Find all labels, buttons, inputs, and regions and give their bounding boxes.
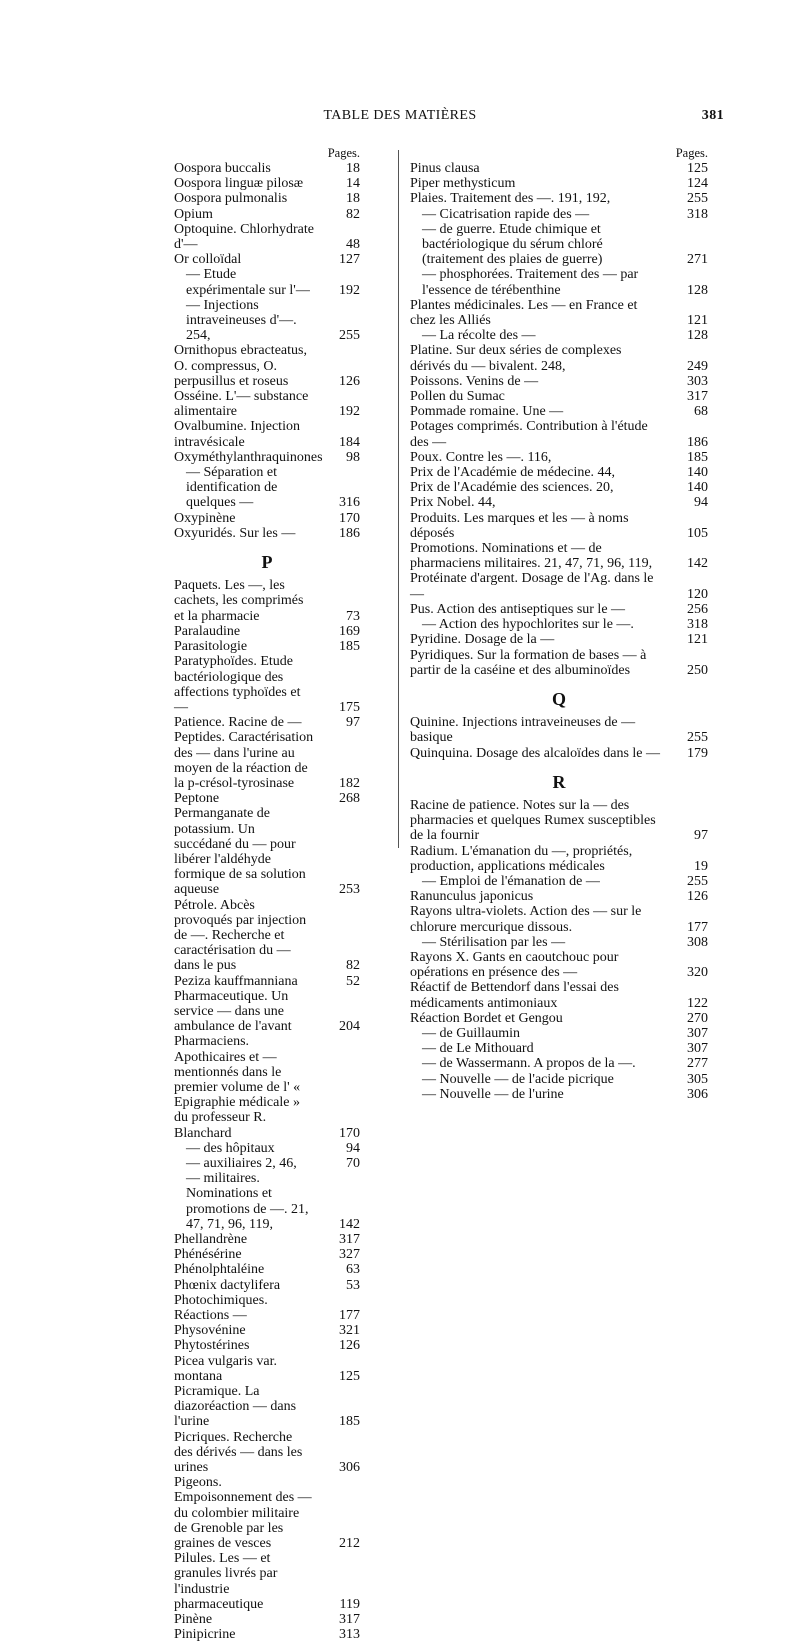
index-entry (410, 343, 708, 373)
index-entry (410, 1056, 708, 1071)
entry-page: 122 (687, 995, 708, 1011)
entry-page: 253 (339, 882, 360, 898)
pages-column-heading: Pages. (675, 146, 708, 160)
entry-term: Opium (174, 206, 213, 222)
entry-term: Physovénine (174, 1323, 246, 1339)
entry-term: — Emploi de l'émanation de — (422, 873, 600, 889)
index-entry (410, 419, 708, 449)
index-entry (174, 1171, 360, 1232)
entry-term: Pommade romaine. Une — (410, 404, 564, 420)
section-letter-p: P (261, 552, 273, 573)
entry-page: 316 (339, 495, 360, 511)
entry-term: Piper methysticum (410, 176, 516, 192)
index-entry (410, 602, 708, 617)
entry-page: 250 (687, 662, 708, 678)
entry-page: 97 (694, 828, 708, 844)
entry-page: 320 (687, 965, 708, 981)
entry-page: 306 (339, 1460, 360, 1476)
entry-page: 255 (339, 328, 360, 344)
index-entry (174, 450, 360, 465)
index-entry (174, 526, 360, 541)
entry-term: Protéinate d'argent. Dosage de l'Ag. dans le — (410, 571, 654, 602)
pages-column-heading: Pages. (327, 146, 360, 160)
entry-page: 321 (339, 1323, 360, 1339)
entry-term: Réactif de Bettendorf dans l'essai des médicaments antimoniaux (410, 980, 619, 1011)
entry-page: 128 (687, 328, 708, 344)
entry-page: 317 (339, 1232, 360, 1248)
index-entry (410, 161, 708, 176)
entry-page: 140 (687, 465, 708, 481)
entry-page: 192 (339, 282, 360, 298)
entry-page: 82 (346, 958, 360, 974)
entry-page: 175 (339, 699, 360, 715)
entry-term: Phellandrène (174, 1232, 248, 1248)
index-entry (410, 267, 708, 297)
index-entry (174, 639, 360, 654)
entry-term: — militaires. Nominations et promotions de —. 21, 47, 71, 96, 119, (186, 1171, 309, 1232)
index-entry (410, 571, 708, 601)
entry-page: 186 (687, 434, 708, 450)
entry-term: — Injections intraveineuses d'—. 254, (186, 297, 297, 344)
entry-page: 14 (346, 176, 360, 192)
entry-term: Poux. Contre les —. 116, (410, 449, 552, 465)
entry-term: Optoquine. Chlorhydrate d'— (174, 221, 314, 253)
entry-term: Pétrole. Abcès provoqués par injection de —. Recherche et caractérisation du — dans le pus (174, 897, 307, 974)
entry-term: Racine de patience. Notes sur la — des pharmacies et quelques Rumex susceptibles de la fournir (410, 797, 656, 844)
entry-page: 182 (339, 775, 360, 791)
index-list-q (410, 715, 708, 761)
entry-term: Ranunculus japonicus (410, 889, 534, 905)
index-entry (410, 480, 708, 495)
index-list-p (174, 578, 360, 1642)
index-entry (410, 935, 708, 950)
entry-page: 185 (339, 1414, 360, 1430)
entry-page: 68 (694, 404, 708, 420)
entry-term: Radium. L'émanation du —, propriétés, production, applications médicales (410, 843, 633, 874)
entry-term: Phénésérine (174, 1247, 242, 1263)
entry-term: Réaction Bordet et Gengou (410, 1010, 563, 1026)
entry-term: — La récolte des — (422, 328, 536, 344)
index-entry (174, 465, 360, 511)
index-entry (174, 1430, 360, 1476)
index-entry (410, 874, 708, 889)
entry-page: 121 (687, 632, 708, 648)
index-entry (174, 161, 360, 176)
entry-term: Pyridiques. Sur la formation de bases — à partir de la caséine et des albuminoïdes (410, 647, 647, 678)
index-entry (174, 989, 360, 1035)
index-entry (410, 389, 708, 404)
column-divider (398, 150, 399, 848)
index-entry (410, 374, 708, 389)
index-entry (410, 176, 708, 191)
entry-page: 307 (687, 1025, 708, 1041)
entry-page: 124 (687, 176, 708, 192)
entry-page: 270 (687, 1010, 708, 1026)
entry-page: 306 (687, 1086, 708, 1102)
index-entry (410, 904, 708, 934)
index-entry (174, 1247, 360, 1262)
entry-page: 70 (346, 1156, 360, 1171)
index-entry (174, 207, 360, 222)
index-entry (174, 176, 360, 191)
index-entry (174, 806, 360, 897)
index-entry (174, 654, 360, 715)
entry-term: — de Guillaumin (422, 1025, 520, 1041)
entry-term: — auxiliaires 2, 46, (186, 1156, 297, 1171)
entry-page: 317 (339, 1612, 360, 1628)
index-entry (174, 222, 360, 252)
entry-term: Oospora buccalis (174, 161, 271, 176)
entry-term: Osséine. L'— substance alimentaire (174, 389, 309, 420)
entry-term: Pharmaciens. Apothicaires et — mentionnés dans le premier volume de l' « Epigraphie médicale » du professeur R. Blanchard (174, 1034, 301, 1141)
entry-term: — Cicatrisation rapide des — (422, 206, 590, 222)
entry-page: 140 (687, 480, 708, 496)
index-entry (410, 648, 708, 678)
index-entry (174, 1384, 360, 1430)
index-entry (174, 1338, 360, 1353)
entry-page: 305 (687, 1071, 708, 1087)
entry-term: Pus. Action des antiseptiques sur le — (410, 601, 626, 617)
index-entry (410, 798, 708, 844)
entry-term: Phœnix dactylifera (174, 1277, 281, 1293)
entry-page: 185 (687, 449, 708, 465)
entry-page: 94 (694, 495, 708, 511)
entry-term: Picriques. Recherche des dérivés — dans les urines (174, 1429, 303, 1476)
entry-term: Plaies. Traitement des —. 191, 192, (410, 191, 611, 207)
entry-page: 268 (339, 791, 360, 807)
entry-page: 255 (687, 730, 708, 746)
index-entry (410, 541, 708, 571)
entry-term: — de Le Mithouard (422, 1041, 534, 1057)
index-entry (174, 1354, 360, 1384)
entry-term: — Séparation et identification de quelques — (186, 465, 278, 511)
entry-page: 142 (339, 1216, 360, 1232)
entry-page: 255 (687, 191, 708, 207)
index-entry (410, 1011, 708, 1026)
entry-term: Peziza kauffmanniana (174, 973, 298, 989)
entry-page: 120 (687, 586, 708, 602)
entry-term: — de guerre. Etude chimique et bactériologique du sérum chloré (traitement des plaies de guerre) (422, 221, 603, 268)
index-entry (174, 1323, 360, 1338)
entry-page: 94 (346, 1140, 360, 1156)
entry-term: Paquets. Les —, les cachets, les comprimés et la pharmacie (174, 578, 304, 624)
entry-page: 318 (687, 206, 708, 222)
entry-term: Pigeons. Empoisonnement des — du colombier militaire de Grenoble par les graines de vesces (174, 1475, 312, 1552)
entry-term: Picramique. La diazoréaction — dans l'urine (174, 1384, 297, 1430)
section-letter-r: R (552, 771, 566, 792)
entry-term: Prix de l'Académie des sciences. 20, (410, 480, 614, 496)
entry-page: 318 (687, 617, 708, 633)
index-list-r (410, 798, 708, 1102)
index-entry (174, 343, 360, 389)
index-entry (174, 191, 360, 206)
entry-page: 19 (694, 858, 708, 874)
entry-term: — Action des hypochlorites sur le —. (422, 617, 634, 633)
entry-term: Pharmaceutique. Un service — dans une ambulance de l'avant (174, 988, 292, 1035)
index-entry (410, 950, 708, 980)
entry-term: Parasitologie (174, 639, 248, 655)
entry-term: Peptides. Caractérisation des — dans l'urine au moyen de la réaction de la p-crésol-tyrosinase (174, 730, 314, 791)
entry-term: — de Wassermann. A propos de la —. (422, 1056, 636, 1072)
index-entry (174, 624, 360, 639)
index-entry (410, 465, 708, 480)
index-column-right (410, 146, 708, 1102)
entry-term: Potages comprimés. Contribution à l'étude des — (410, 419, 648, 450)
entry-term: Pinus clausa (410, 161, 480, 176)
index-entry (410, 328, 708, 343)
entry-page: 121 (687, 313, 708, 329)
entry-page: 63 (346, 1262, 360, 1278)
index-entry (174, 1232, 360, 1247)
entry-term: Photochimiques. Réactions — (174, 1292, 268, 1324)
entry-page: 303 (687, 373, 708, 389)
index-entry (174, 1278, 360, 1293)
entry-page: 169 (339, 623, 360, 639)
entry-term: Patience. Racine de — (174, 715, 302, 731)
index-entry (410, 222, 708, 268)
index-entry (410, 450, 708, 465)
index-entry (410, 844, 708, 874)
entry-term: Plantes médicinales. Les — en France et chez les Alliés (410, 297, 638, 329)
entry-page: 186 (339, 525, 360, 541)
entry-page: 82 (346, 206, 360, 222)
entry-term: — phosphorées. Traitement des — par l'essence de térébenthine (422, 267, 639, 298)
entry-page: 184 (339, 434, 360, 450)
index-entry (174, 1612, 360, 1627)
entry-term: Quinquina. Dosage des alcaloïdes dans le — (410, 745, 660, 761)
entry-term: Poissons. Venins de — (410, 373, 539, 389)
index-entry (410, 191, 708, 206)
entry-page: 308 (687, 934, 708, 950)
section-letter-q: Q (551, 688, 566, 709)
index-entry (174, 1034, 360, 1140)
entry-term: — Nouvelle — de l'acide picrique (422, 1071, 614, 1087)
entry-term: Paralaudine (174, 623, 241, 639)
index-column-left (174, 146, 360, 1643)
index-entry (174, 1475, 360, 1551)
index-entry (174, 1141, 360, 1156)
entry-page: 327 (339, 1247, 360, 1263)
index-entry (174, 715, 360, 730)
index-list (174, 161, 360, 541)
entry-term: Oospora linguæ pilosæ (174, 176, 304, 192)
index-entry (174, 1551, 360, 1612)
index-entry (410, 980, 708, 1010)
entry-page: 53 (346, 1277, 360, 1293)
entry-term: Pinène (174, 1612, 213, 1628)
running-header (0, 108, 800, 128)
entry-page: 52 (346, 973, 360, 989)
entry-term: Oxypinène (174, 510, 236, 526)
index-entry (174, 267, 360, 297)
index-entry (410, 207, 708, 222)
entry-term: Prix Nobel. 44, (410, 495, 496, 511)
entry-page: 142 (687, 556, 708, 572)
index-entry (174, 511, 360, 526)
index-entry (410, 1041, 708, 1056)
entry-page: 255 (687, 873, 708, 889)
entry-term: Ornithopus ebracteatus, O. compressus, O. perpusillus et roseus (174, 343, 307, 389)
entry-term: Platine. Sur deux séries de complexes dérivés du — bivalent. 248, (410, 343, 622, 374)
entry-page: 249 (687, 358, 708, 374)
entry-page: 105 (687, 525, 708, 541)
running-title: TABLE DES MATIÈRES (323, 108, 477, 123)
index-entry (410, 298, 708, 328)
entry-page: 73 (346, 608, 360, 624)
entry-page: 98 (346, 449, 360, 465)
index-entry (174, 1156, 360, 1171)
entry-page: 177 (339, 1308, 360, 1324)
entry-page: 48 (346, 237, 360, 253)
entry-page: 126 (687, 889, 708, 905)
entry-page: 97 (346, 715, 360, 731)
entry-page: 307 (687, 1041, 708, 1057)
entry-page: 18 (346, 191, 360, 207)
index-entry (174, 898, 360, 974)
entry-term: — Nouvelle — de l'urine (422, 1086, 564, 1102)
entry-term: Peptone (174, 791, 220, 807)
entry-term: Phytostérines (174, 1338, 250, 1354)
entry-page: 204 (339, 1019, 360, 1035)
entry-page: 277 (687, 1056, 708, 1072)
entry-term: Pinipicrine (174, 1627, 236, 1643)
entry-page: 125 (339, 1368, 360, 1384)
index-entry (174, 419, 360, 449)
entry-term: Rayons ultra-violets. Action des — sur le chlorure mercurique dissous. (410, 904, 642, 935)
index-entry (174, 1262, 360, 1277)
entry-page: 126 (339, 373, 360, 389)
index-entry (174, 298, 360, 344)
index-entry (174, 1627, 360, 1642)
index-entry (174, 791, 360, 806)
entry-term: — Etude expérimentale sur l'— (186, 267, 310, 298)
entry-term: Pilules. Les — et granules livrés par l'industrie pharmaceutique (174, 1551, 278, 1612)
page-number: 381 (701, 108, 724, 123)
entry-term: Pyridine. Dosage de la — (410, 632, 555, 648)
entry-page: 317 (687, 389, 708, 405)
entry-page: 119 (339, 1596, 360, 1612)
entry-term: Quinine. Injections intraveineuses de — basique (410, 715, 636, 746)
entry-term: Pollen du Sumac (410, 389, 505, 405)
entry-page: 128 (687, 282, 708, 298)
entry-page: 170 (339, 1125, 360, 1141)
entry-term: Oxyuridés. Sur les — (174, 525, 296, 541)
entry-term: Or colloïdal (174, 252, 242, 268)
index-entry (174, 252, 360, 267)
entry-term: Oospora pulmonalis (174, 191, 288, 207)
index-entry (174, 389, 360, 419)
entry-term: Rayons X. Gants en caoutchouc pour opérations en présence des — (410, 949, 619, 981)
entry-page: 170 (339, 510, 360, 526)
entry-page: 212 (339, 1536, 360, 1552)
index-entry (410, 632, 708, 647)
entry-term: Phénolphtaléine (174, 1262, 265, 1278)
entry-term: Promotions. Nominations et — de pharmaciens militaires. 21, 47, 71, 96, 119, (410, 541, 653, 572)
entry-page: 177 (687, 919, 708, 935)
index-entry (410, 511, 708, 541)
index-entry (410, 617, 708, 632)
index-entry (410, 715, 708, 745)
index-entry (174, 578, 360, 624)
entry-page: 256 (687, 601, 708, 617)
entry-page: 126 (339, 1338, 360, 1354)
index-entry (174, 1293, 360, 1323)
entry-term: Picea vulgaris var. montana (174, 1353, 278, 1384)
entry-page: 271 (687, 252, 708, 268)
entry-term: — des hôpitaux (186, 1140, 275, 1156)
index-entry (410, 746, 708, 761)
entry-term: — Stérilisation par les — (422, 934, 566, 950)
entry-page: 179 (687, 745, 708, 761)
index-entry (410, 404, 708, 419)
index-entry (410, 1026, 708, 1041)
index-entry (174, 730, 360, 791)
entry-page: 185 (339, 639, 360, 655)
entry-term: Prix de l'Académie de médecine. 44, (410, 465, 616, 481)
index-entry (410, 1072, 708, 1087)
entry-term: Produits. Les marques et les — à noms déposés (410, 510, 629, 541)
index-list (410, 161, 708, 678)
entry-page: 125 (687, 161, 708, 176)
entry-term: Paratyphoïdes. Etude bactériologique des affections typhoïdes et — (174, 654, 301, 715)
entry-page: 313 (339, 1627, 360, 1643)
index-entry (410, 495, 708, 510)
index-entry (174, 974, 360, 989)
entry-page: 18 (346, 161, 360, 176)
entry-term: Ovalbumine. Injection intravésicale (174, 419, 300, 450)
index-entry (410, 1087, 708, 1102)
entry-term: Oxyméthylanthraquinones (174, 449, 323, 465)
entry-term: Permanganate de potassium. Un succédané du — pour libérer l'aldéhyde formique de sa solution aqueuse (174, 806, 306, 898)
entry-page: 192 (339, 404, 360, 420)
entry-page: 127 (339, 252, 360, 268)
index-entry (410, 889, 708, 904)
